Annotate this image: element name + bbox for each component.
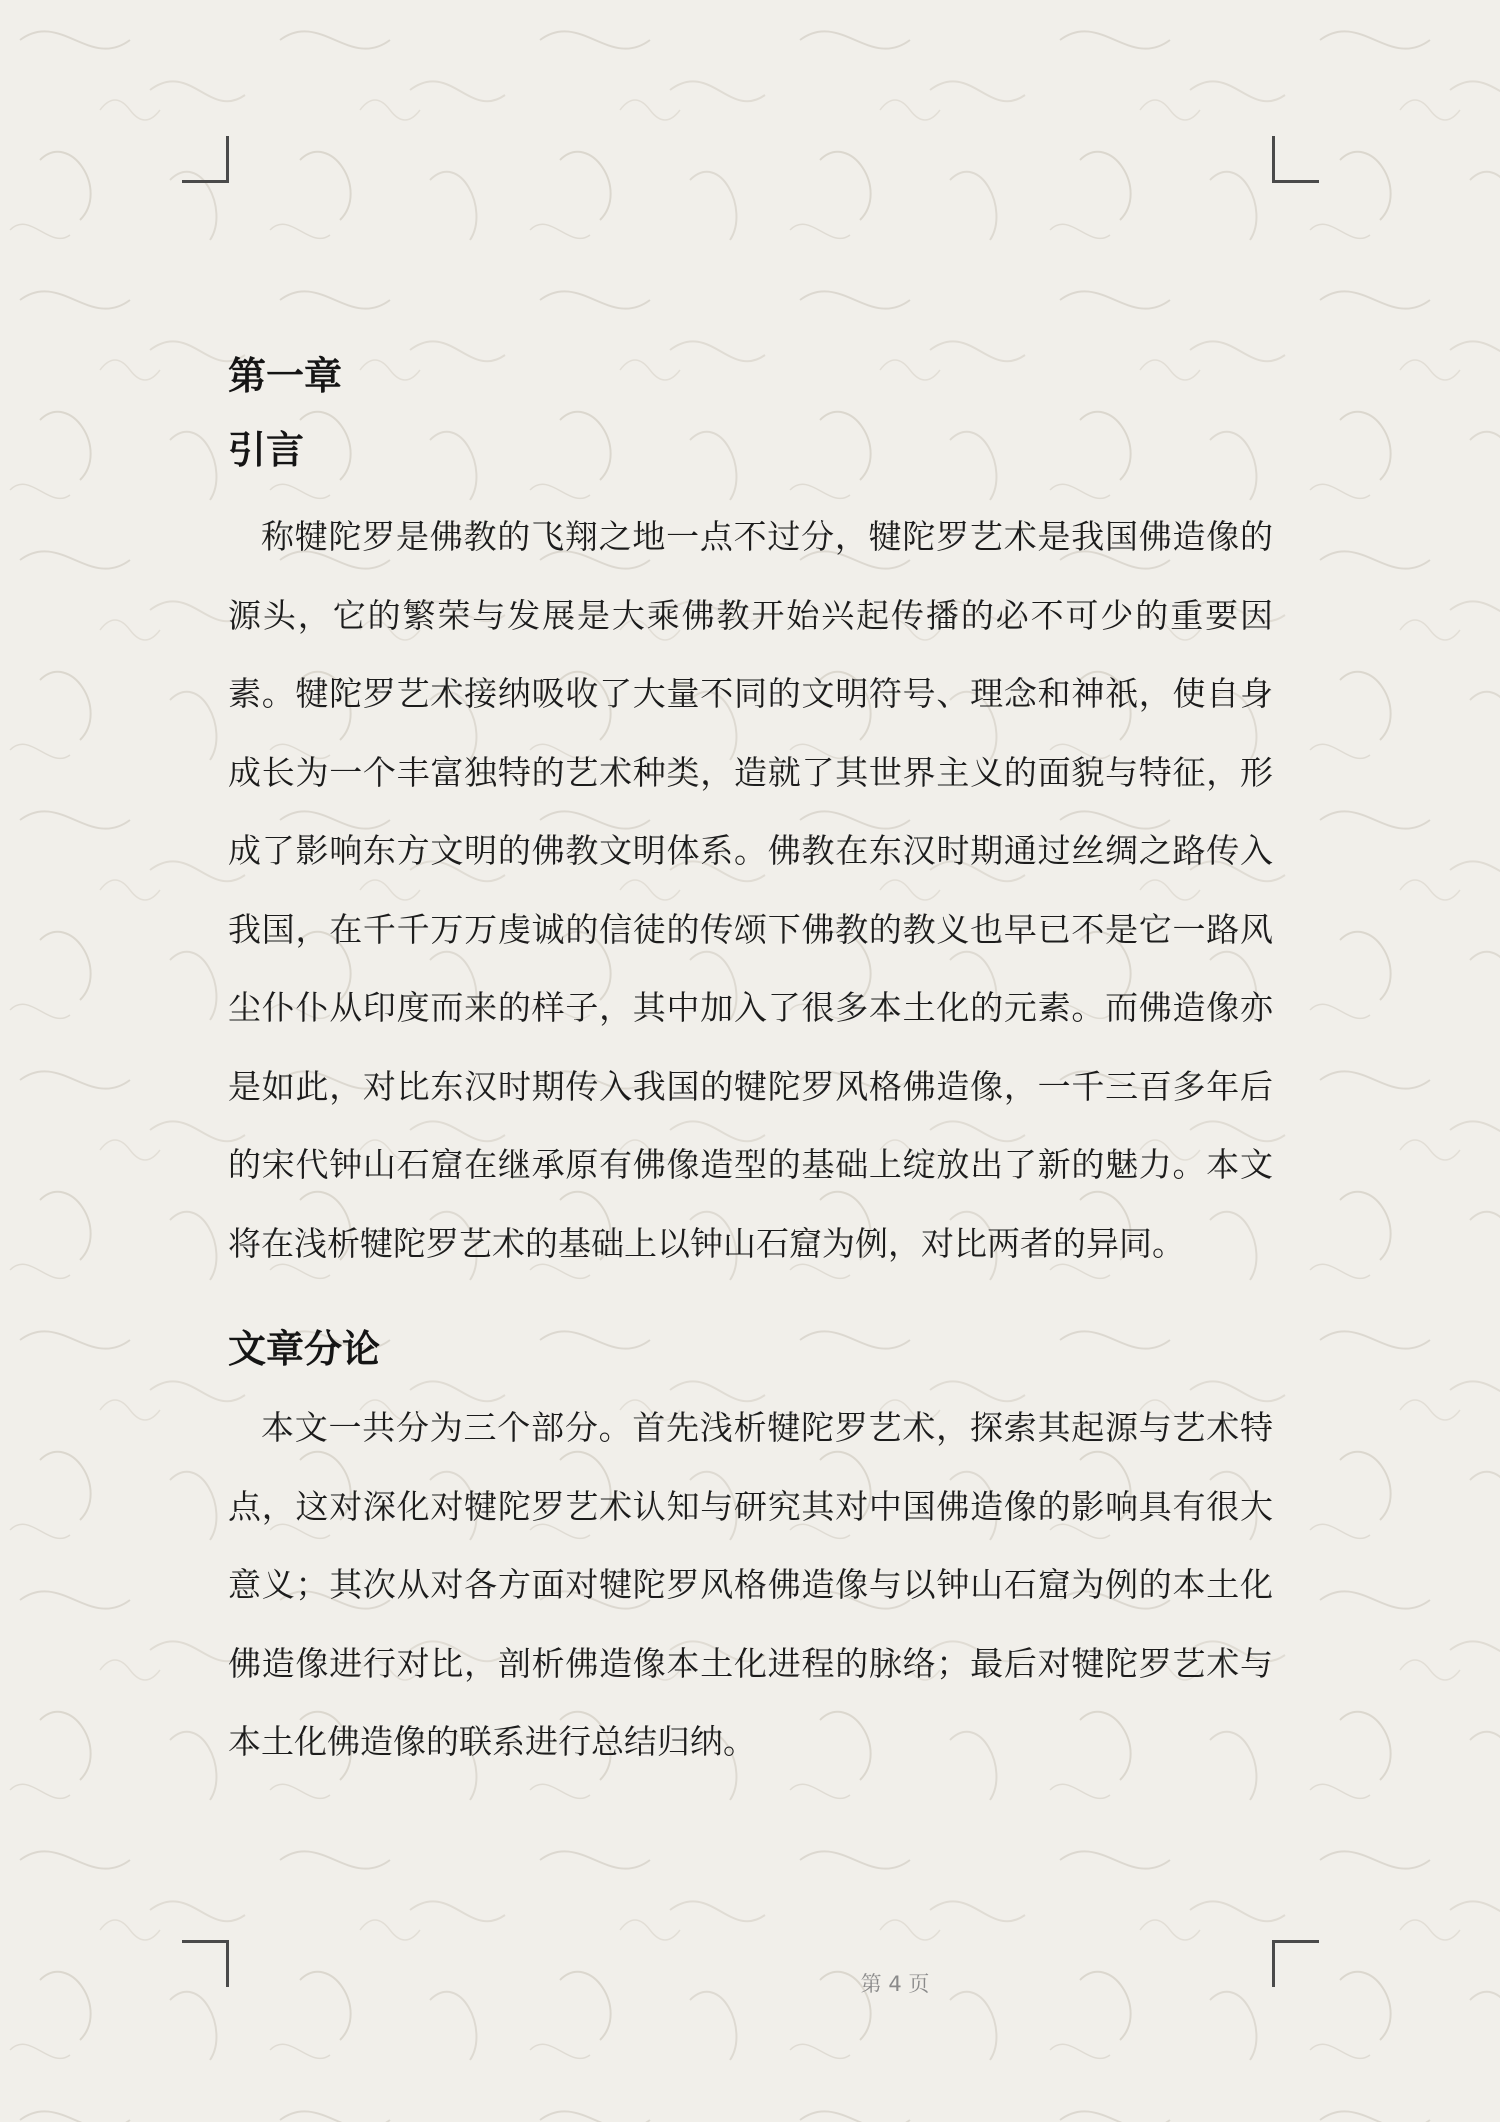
crop-mark-top-right (1272, 136, 1319, 183)
chapter-title: 第一章 (228, 354, 343, 398)
page-content (228, 346, 1273, 1782)
overview-paragraph: 本文一共分为三个部分。首先浅析犍陀罗艺术，探索其起源与艺术特点，这对深化对犍陀罗艺术认知与研究其对中国佛造像的影响具有很大意义；其次从对各方面对犍陀罗风格佛造像与以钟山石窟为例的本土化佛造像进行对比，剖析佛造像本土化进程的脉络；最后对犍陀罗艺术与本土化佛造像的联系进行总结归纳。 (228, 1408, 1273, 1761)
section-title-overview: 文章分论 (228, 1327, 381, 1371)
crop-mark-top-left (182, 136, 229, 183)
page-number: 第 4 页 (860, 1972, 930, 1996)
introduction-paragraph: 称犍陀罗是佛教的飞翔之地一点不过分，犍陀罗艺术是我国佛造像的源头，它的繁荣与发展是大乘佛教开始兴起传播的必不可少的重要因素。犍陀罗艺术接纳吸收了大量不同的文明符号、理念和神祇，使自身成长为一个丰富独特的艺术种类，造就了其世界主义的面貌与特征，形成了影响东方文明的佛教文明体系。佛教在东汉时期通过丝绸之路传入我国，在千千万万虔诚的信徒的传颂下佛教的教义也早已不是它一路风尘仆仆从印度而来的样子，其中加入了很多本土化的元素。而佛造像亦是如此，对比东汉时期传入我国的犍陀罗风格佛造像，一千三百多年后的宋代钟山石窟在继承原有佛像造型的基础上绽放出了新的魅力。本文将在浅析犍陀罗艺术的基础上以钟山石窟为例，对比两者的异同。 (228, 517, 1273, 1263)
section-title-introduction: 引言 (228, 428, 305, 472)
